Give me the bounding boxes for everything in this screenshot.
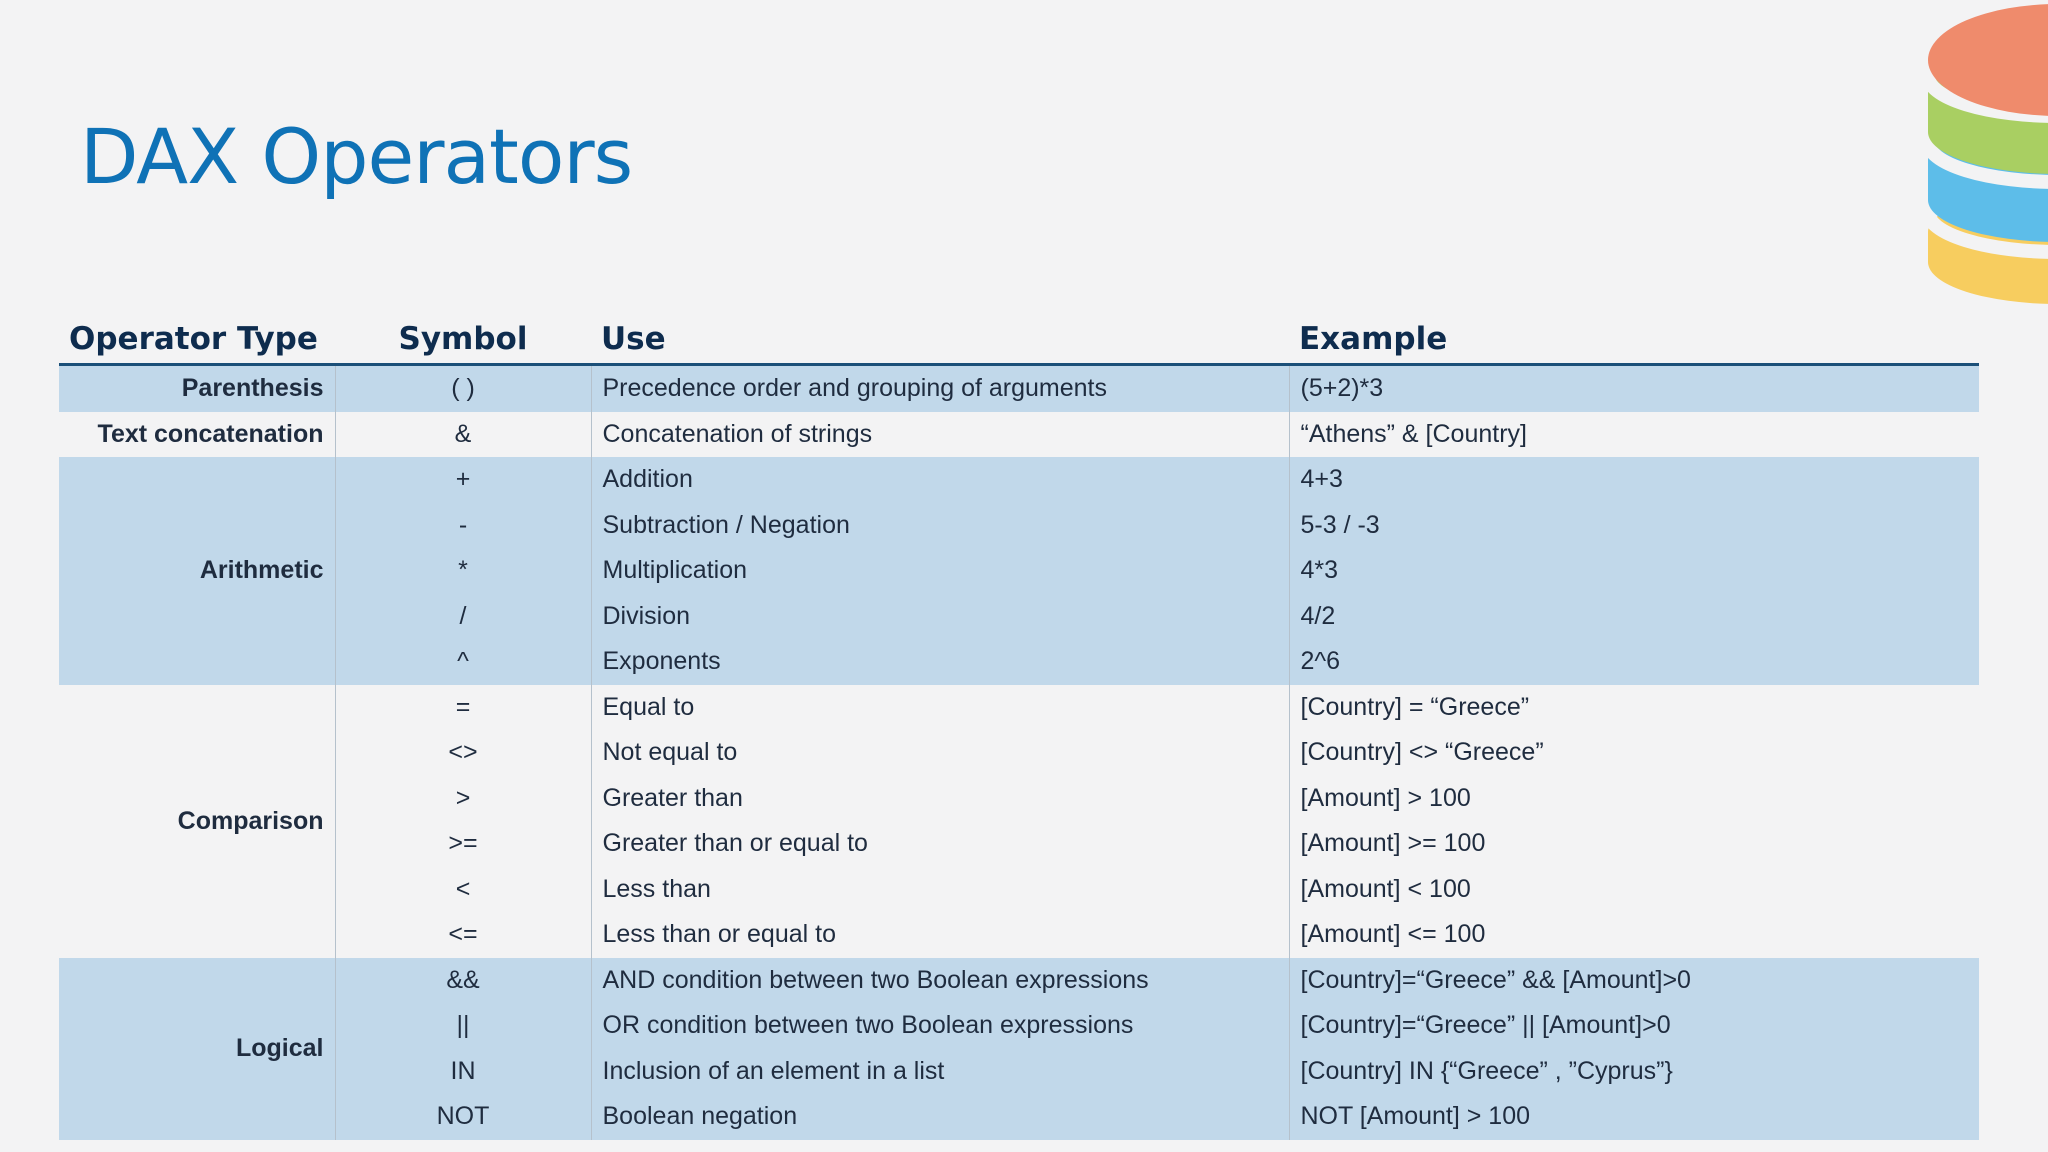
use-cell: Concatenation of strings — [591, 412, 1289, 458]
use-cell: Equal to — [591, 685, 1289, 731]
example-cell: [Amount] <= 100 — [1289, 912, 1979, 958]
example-cell: 5-3 / -3 — [1289, 503, 1979, 549]
example-cell: [Country] IN {“Greece” , ”Cyprus”} — [1289, 1049, 1979, 1095]
symbol-cell: && — [335, 958, 591, 1004]
example-cell: 4+3 — [1289, 457, 1979, 503]
table-body — [59, 365, 1979, 1140]
symbol-cell: * — [335, 548, 591, 594]
table-row — [59, 958, 1979, 1004]
use-cell: Greater than — [591, 776, 1289, 822]
example-cell: [Country]=“Greece” || [Amount]>0 — [1289, 1003, 1979, 1049]
table-row — [59, 776, 1979, 822]
example-cell: NOT [Amount] > 100 — [1289, 1094, 1979, 1140]
operator-type-cell: Text concatenation — [59, 412, 335, 458]
table-row — [59, 503, 1979, 549]
operator-type-cell: Parenthesis — [59, 365, 335, 412]
symbol-cell: ( ) — [335, 365, 591, 412]
table-row — [59, 365, 1979, 412]
use-cell: Less than or equal to — [591, 912, 1289, 958]
table-row — [59, 1094, 1979, 1140]
table-header-row — [59, 305, 1979, 365]
example-cell: 4*3 — [1289, 548, 1979, 594]
use-cell: Boolean negation — [591, 1094, 1289, 1140]
symbol-cell: < — [335, 867, 591, 913]
table-row — [59, 548, 1979, 594]
use-cell: Division — [591, 594, 1289, 640]
table-row — [59, 594, 1979, 640]
table-row — [59, 1003, 1979, 1049]
example-cell: “Athens” & [Country] — [1289, 412, 1979, 458]
header-use: Use — [591, 305, 1289, 365]
use-cell: Subtraction / Negation — [591, 503, 1289, 549]
operator-type-cell: Arithmetic — [59, 457, 335, 685]
example-cell: [Country]=“Greece” && [Amount]>0 — [1289, 958, 1979, 1004]
use-cell: Less than — [591, 867, 1289, 913]
symbol-cell: = — [335, 685, 591, 731]
use-cell: AND condition between two Boolean expressions — [591, 958, 1289, 1004]
example-cell: [Amount] < 100 — [1289, 867, 1979, 913]
header-operator-type: Operator Type — [59, 305, 335, 365]
use-cell: Not equal to — [591, 730, 1289, 776]
example-cell: [Amount] > 100 — [1289, 776, 1979, 822]
symbol-cell: - — [335, 503, 591, 549]
symbol-cell: <= — [335, 912, 591, 958]
use-cell: Exponents — [591, 639, 1289, 685]
example-cell: (5+2)*3 — [1289, 365, 1979, 412]
dax-operators-table — [59, 305, 1979, 1140]
use-cell: Greater than or equal to — [591, 821, 1289, 867]
symbol-cell: NOT — [335, 1094, 591, 1140]
table-row — [59, 412, 1979, 458]
page-title: DAX Operators — [80, 112, 633, 201]
symbol-cell: || — [335, 1003, 591, 1049]
use-cell: Addition — [591, 457, 1289, 503]
symbol-cell: + — [335, 457, 591, 503]
table-row — [59, 730, 1979, 776]
operator-type-cell: Logical — [59, 958, 335, 1140]
symbol-cell: <> — [335, 730, 591, 776]
table-row — [59, 457, 1979, 503]
use-cell: Precedence order and grouping of arguments — [591, 365, 1289, 412]
use-cell: Inclusion of an element in a list — [591, 1049, 1289, 1095]
use-cell: OR condition between two Boolean expressions — [591, 1003, 1289, 1049]
symbol-cell: IN — [335, 1049, 591, 1095]
symbol-cell: ^ — [335, 639, 591, 685]
symbol-cell: >= — [335, 821, 591, 867]
table-row — [59, 1049, 1979, 1095]
example-cell: [Country] <> “Greece” — [1289, 730, 1979, 776]
symbol-cell: / — [335, 594, 591, 640]
example-cell: [Amount] >= 100 — [1289, 821, 1979, 867]
example-cell: 4/2 — [1289, 594, 1979, 640]
header-example: Example — [1289, 305, 1979, 365]
table-row — [59, 685, 1979, 731]
table-row — [59, 867, 1979, 913]
table-row — [59, 912, 1979, 958]
symbol-cell: & — [335, 412, 591, 458]
use-cell: Multiplication — [591, 548, 1289, 594]
symbol-cell: > — [335, 776, 591, 822]
operator-type-cell: Comparison — [59, 685, 335, 958]
example-cell: [Country] = “Greece” — [1289, 685, 1979, 731]
example-cell: 2^6 — [1289, 639, 1979, 685]
header-symbol: Symbol — [335, 305, 591, 365]
database-cylinder-icon — [1888, 0, 2048, 320]
table-row — [59, 821, 1979, 867]
table-row — [59, 639, 1979, 685]
